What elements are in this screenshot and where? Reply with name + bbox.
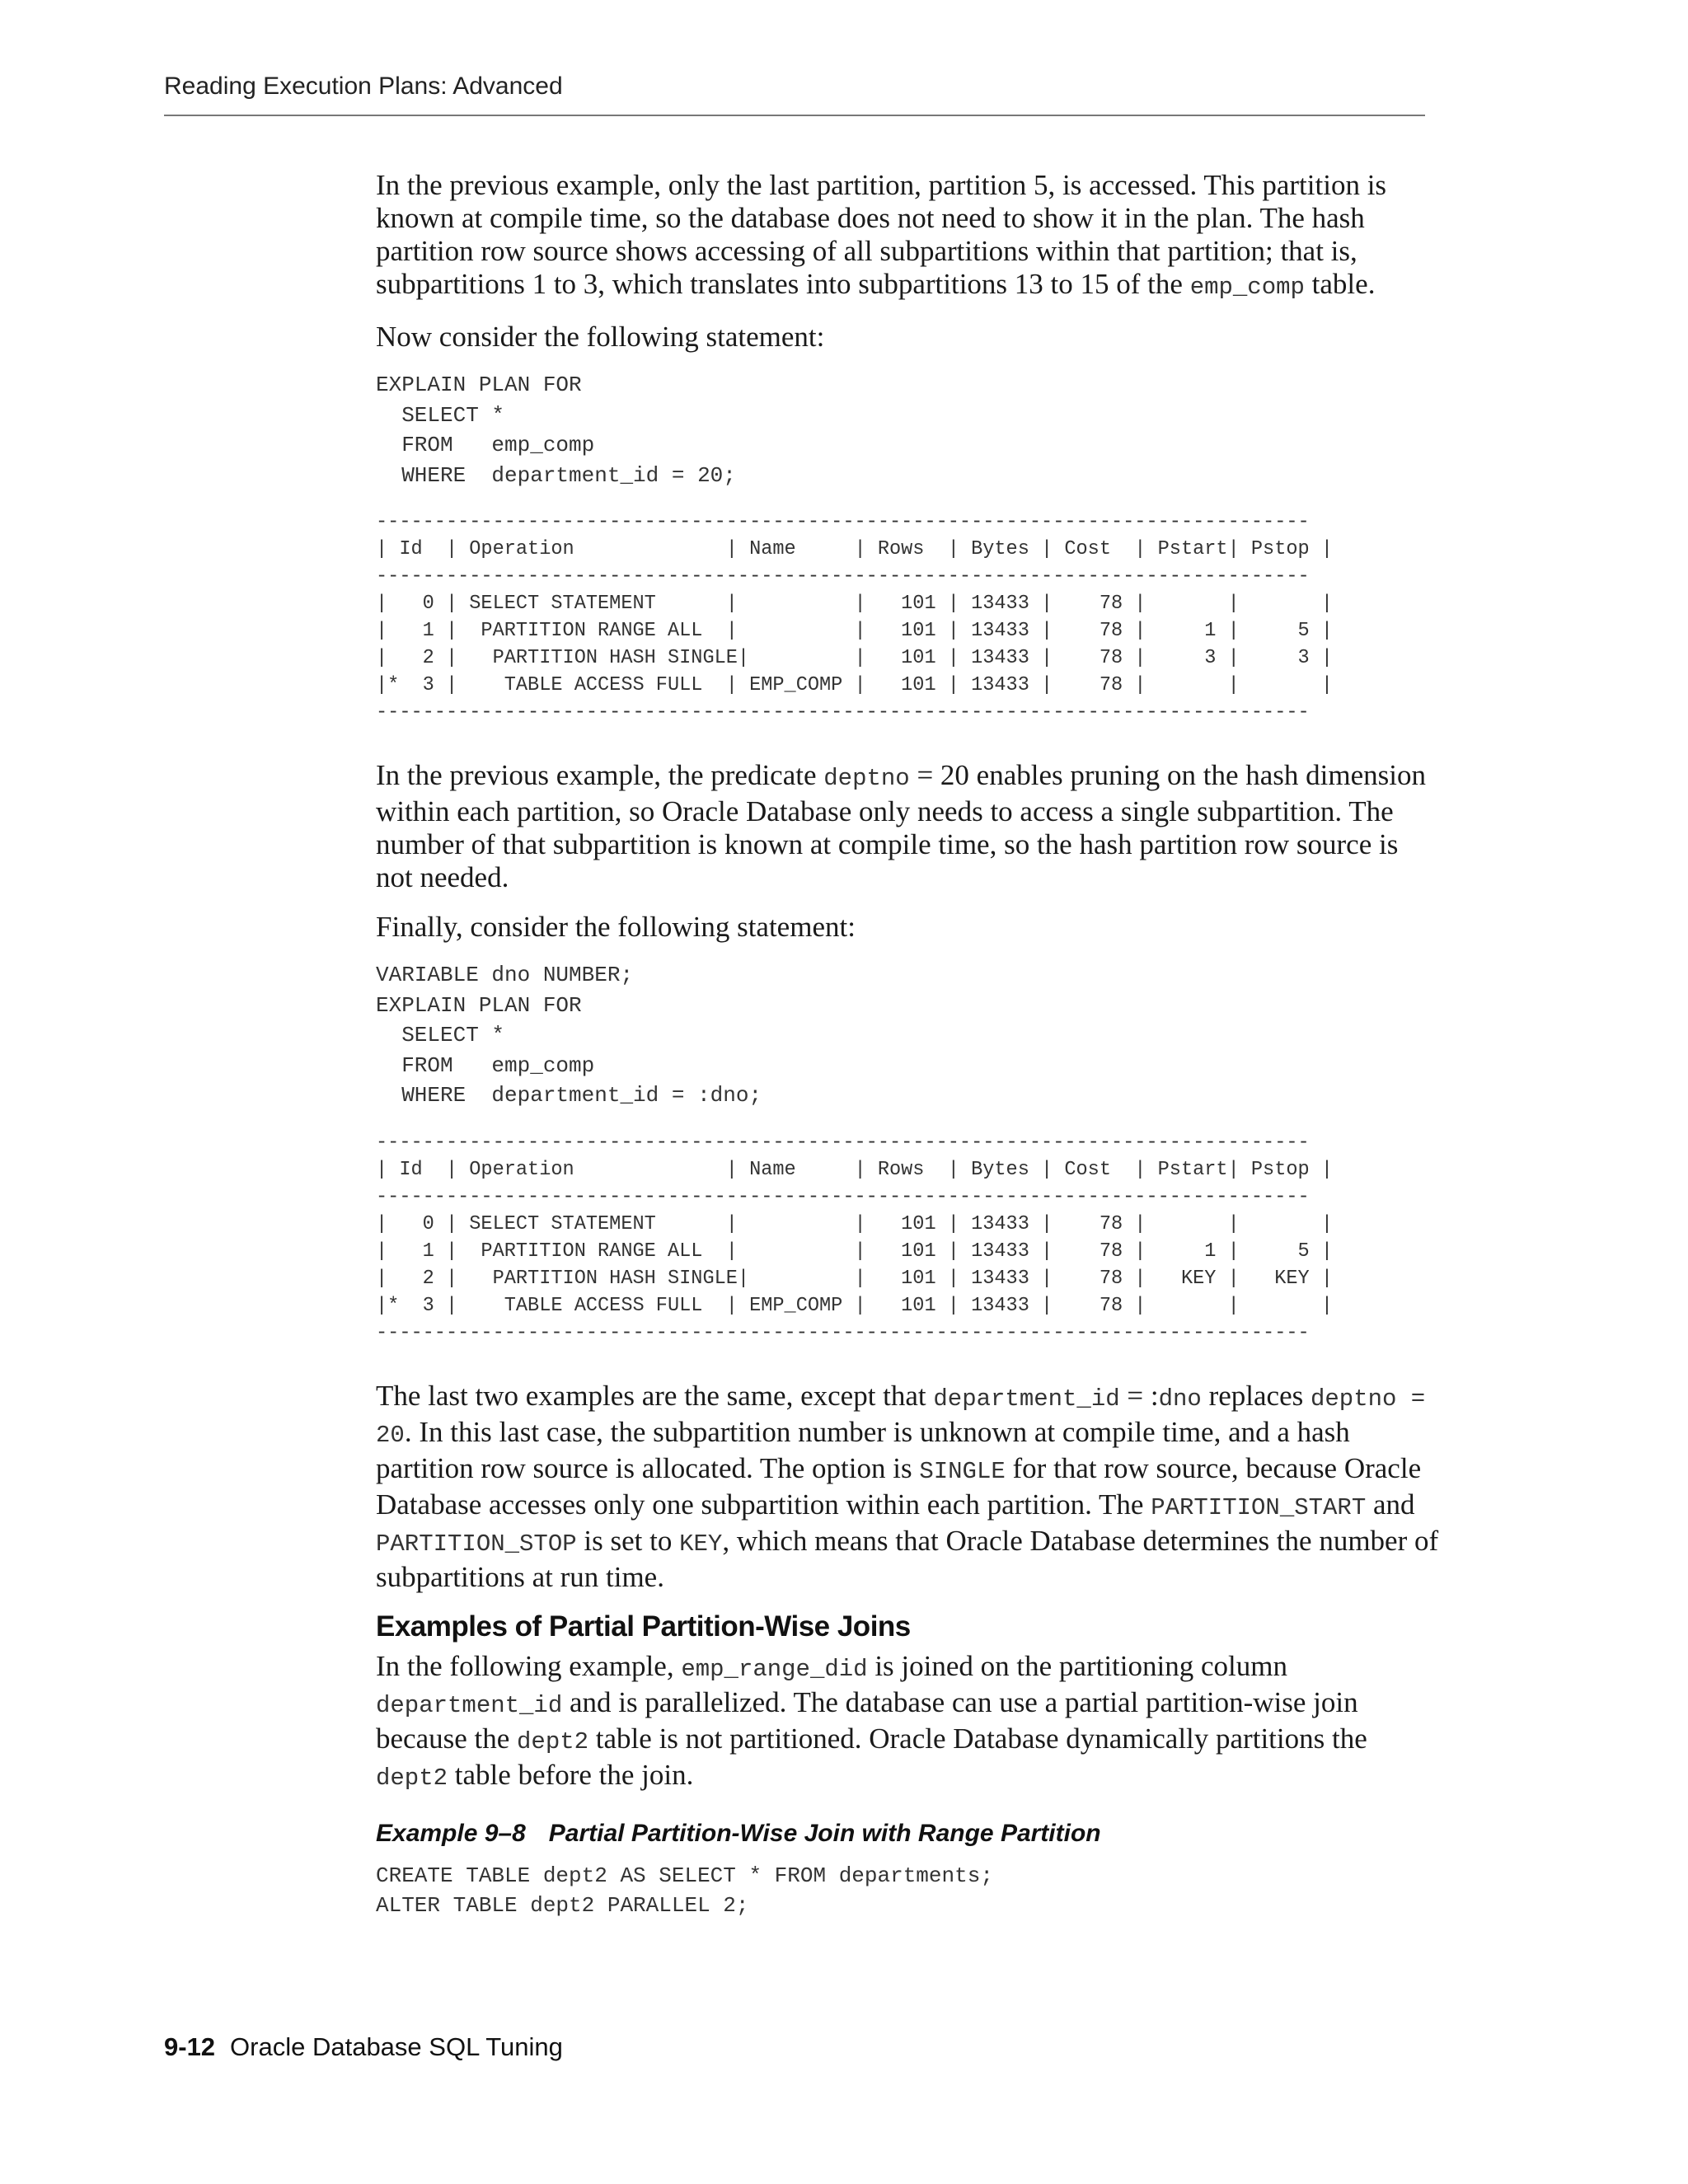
paragraph-partition-access <box>376 169 1439 304</box>
text-run: and is parallelized. The database can use a partial partition-wise join because the <box>376 1685 1358 1755</box>
book-title: Oracle Database SQL Tuning <box>230 2032 563 2061</box>
paragraph-predicate-pruning <box>376 759 1439 894</box>
text-run: table before the join. <box>448 1758 694 1791</box>
text-run: is set to <box>576 1524 680 1557</box>
code-block-create-table: CREATE TABLE dept2 AS SELECT * FROM departments; ALTER TABLE dept2 PARALLEL 2; <box>376 1863 993 1918</box>
header-rule <box>164 115 1425 116</box>
text-run: = : <box>1119 1379 1159 1412</box>
inline-code: deptno <box>823 765 910 792</box>
text-run: table. <box>1304 268 1376 300</box>
code-block-explain-plan-1: EXPLAIN PLAN FOR SELECT * FROM emp_comp WHERE department_id = 20; <box>376 373 736 488</box>
text-run: In the following example, <box>376 1649 682 1682</box>
execution-plan-table-1: -------------------------------------------------------------------------------- | Id | Operation | Name | Rows | Bytes | Cost | Pstart| Pstop | -------------------------------------------------------------------------------- | 0 | SELECT STATEMENT | | 101 | 13433 | 78 | | | | 1 | PARTITION RANGE ALL | | 101 | 13433 | 78 | 1 | 5 | | 2 | PARTITION HASH SINGLE| | 101 | 13433 | 78 | 3 | 3 | |* 3 | TABLE ACCESS FULL | EMP_COMP | 101 | 13433 | 78 | | | -------------------------------------------------------------------------------- <box>376 511 1334 724</box>
paragraph-last-two-examples <box>376 1380 1439 1594</box>
inline-code: PARTITION_START <box>1151 1493 1367 1521</box>
running-header: Reading Execution Plans: Advanced <box>164 73 563 100</box>
text-run: and <box>1366 1488 1415 1521</box>
example-number: Example 9–8 <box>376 1819 526 1847</box>
inline-code: dept2 <box>376 1764 448 1792</box>
inline-code: SINGLE <box>919 1457 1006 1485</box>
code-block-explain-plan-2: VARIABLE dno NUMBER; EXPLAIN PLAN FOR SELECT * FROM emp_comp WHERE department_id = :dno; <box>376 963 762 1108</box>
paragraph-partial-join <box>376 1650 1439 1795</box>
inline-code: dno <box>1158 1385 1202 1413</box>
inline-code: deptno = 20 <box>376 1385 1426 1449</box>
page-number: 9-12 <box>164 2032 216 2061</box>
paragraph-finally-consider: Finally, consider the following statement: <box>376 911 856 943</box>
inline-code: emp_range_did <box>681 1655 868 1683</box>
text-run: . In this last case, the subpartition number is unknown at compile time, and a hash partition row source is allocated. The option is <box>376 1415 1350 1484</box>
example-title: Partial Partition-Wise Join with Range Partition <box>548 1819 1101 1847</box>
text-run: , which means that Oracle Database determines the number of subpartitions at run time. <box>376 1524 1439 1593</box>
inline-code: dept2 <box>517 1727 589 1755</box>
inline-code: department_id <box>933 1385 1120 1413</box>
page-footer <box>164 2032 563 2062</box>
paragraph-consider-statement: Now consider the following statement: <box>376 321 825 353</box>
inline-code: department_id <box>376 1691 563 1719</box>
section-heading: Examples of Partial Partition-Wise Joins <box>376 1610 911 1643</box>
inline-code: KEY <box>679 1530 723 1558</box>
text-run: The last two examples are the same, except that <box>376 1379 934 1412</box>
text-run: In the previous example, only the last partition, partition 5, is accessed. This partition is known at compile time, so the database does not need to show it in the plan. The hash partition row source shows accessing of all subpartitions within that partition; that is, subpartitions 1 to 3, which translates into subpartitions 13 to 15 of the <box>376 169 1387 300</box>
text-run: = 20 enables pruning on the hash dimension within each partition, so Oracle Database only needs to access a single subpartition. The number of that subpartition is known at compile time, so the hash partition row source is not needed. <box>376 759 1426 893</box>
execution-plan-table-2: -------------------------------------------------------------------------------- | Id | Operation | Name | Rows | Bytes | Cost | Pstart| Pstop | -------------------------------------------------------------------------------- | 0 | SELECT STATEMENT | | 101 | 13433 | 78 | | | | 1 | PARTITION RANGE ALL | | 101 | 13433 | 78 | 1 | 5 | | 2 | PARTITION HASH SINGLE| | 101 | 13433 | 78 | KEY | KEY | |* 3 | TABLE ACCESS FULL | EMP_COMP | 101 | 13433 | 78 | | | -------------------------------------------------------------------------------- <box>376 1131 1334 1344</box>
inline-code: emp_comp <box>1189 274 1305 301</box>
text-run: for that row source, because Oracle Database accesses only one subpartition within each partition. The <box>376 1451 1422 1521</box>
text-run: is joined on the partitioning column <box>867 1649 1287 1682</box>
page-content <box>376 169 1439 1939</box>
text-run: replaces <box>1201 1379 1311 1412</box>
inline-code: PARTITION_STOP <box>376 1530 577 1558</box>
text-run: table is not partitioned. Oracle Database dynamically partitions the <box>588 1722 1367 1755</box>
text-run: In the previous example, the predicate <box>376 759 824 791</box>
example-caption <box>376 1820 1439 1848</box>
